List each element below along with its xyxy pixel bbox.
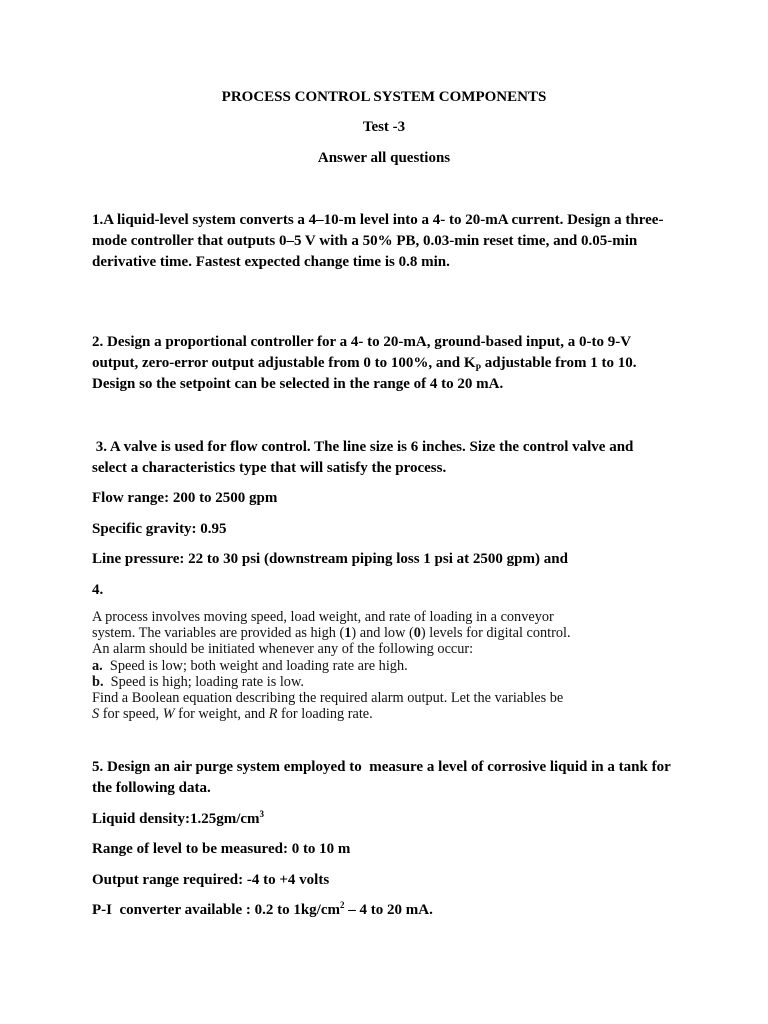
line-pressure: Line pressure: 22 to 30 psi (downstream piping loss 1 psi at 2500 gpm) and [92,551,568,567]
question-5: 5. Design an air purge system employed to measure a level of corrosive liquid in a tank for the following data. [92,759,675,796]
specific-gravity: Specific gravity: 0.95 [92,521,227,537]
q4-line-7: S for speed, W for weight, and R for loading rate. [92,706,373,723]
test-number: Test -3 [362,119,406,135]
kp-symbol: $K_P$ [463,355,481,373]
level-range: Range of level to be measured: 0 to 10 m [92,841,351,857]
pi-converter: P-I converter available : 0.2 to $1kg/cm^2 - 4$ to 20 mA. [92,900,433,918]
flow-range: Flow range: 200 to 2500 gpm [92,490,278,506]
q4-item-b: b. Speed is high; loading rate is low. [92,673,304,690]
document-title: PROCESS CONTROL SYSTEM COMPONENTS [221,89,547,105]
question-2-text-end: adjustable from 1 to 10. Design so the setpoint can be selected in the range of 4 to 20 mA. [92,355,637,392]
output-range: Output range required: -4 to +4 volts [92,872,330,888]
q4-item-a: a. Speed is low; both weight and loading rate are high. [92,657,408,674]
q4-line-2: system. The variables are provided as high (1) and low (0) levels for digital control. [92,625,571,642]
question-2 [92,332,672,395]
instruction: Answer all questions [317,150,451,166]
question-4-text-block [92,609,672,722]
q4-line-6: Find a Boolean equation describing the required alarm output. Let the variables be [92,690,564,707]
question-2-text-start: 2. Design a proportional controller for a 4- to 20-mA, ground-based input, a 0-to 9-V output, zero-error output adjustable from 0 to 100%, and [92,334,631,371]
question-3: 3. A valve is used for flow control. The line size is 6 inches. Size the control valve and select a characteristics type that will satisfy the process. [92,439,638,476]
liquid-density: Liquid $density:1.25gm/cm^3$ [92,809,265,827]
q4-line-3: An alarm should be initiated whenever any of the following occur: [92,641,474,658]
question-4-number: 4. [92,582,104,598]
q4-line-1: A process involves moving speed, load weight, and rate of loading in a conveyor [92,609,554,625]
question-1: 1.A liquid-level system converts a 4–10-m level into a 4- to 20-mA current. Design a three-mode controller that outputs 0–5 V with a 50% PB, 0.03-min reset time, and 0.05-min derivative time. Fastest expected change time is 0.8 min. [92,212,664,270]
